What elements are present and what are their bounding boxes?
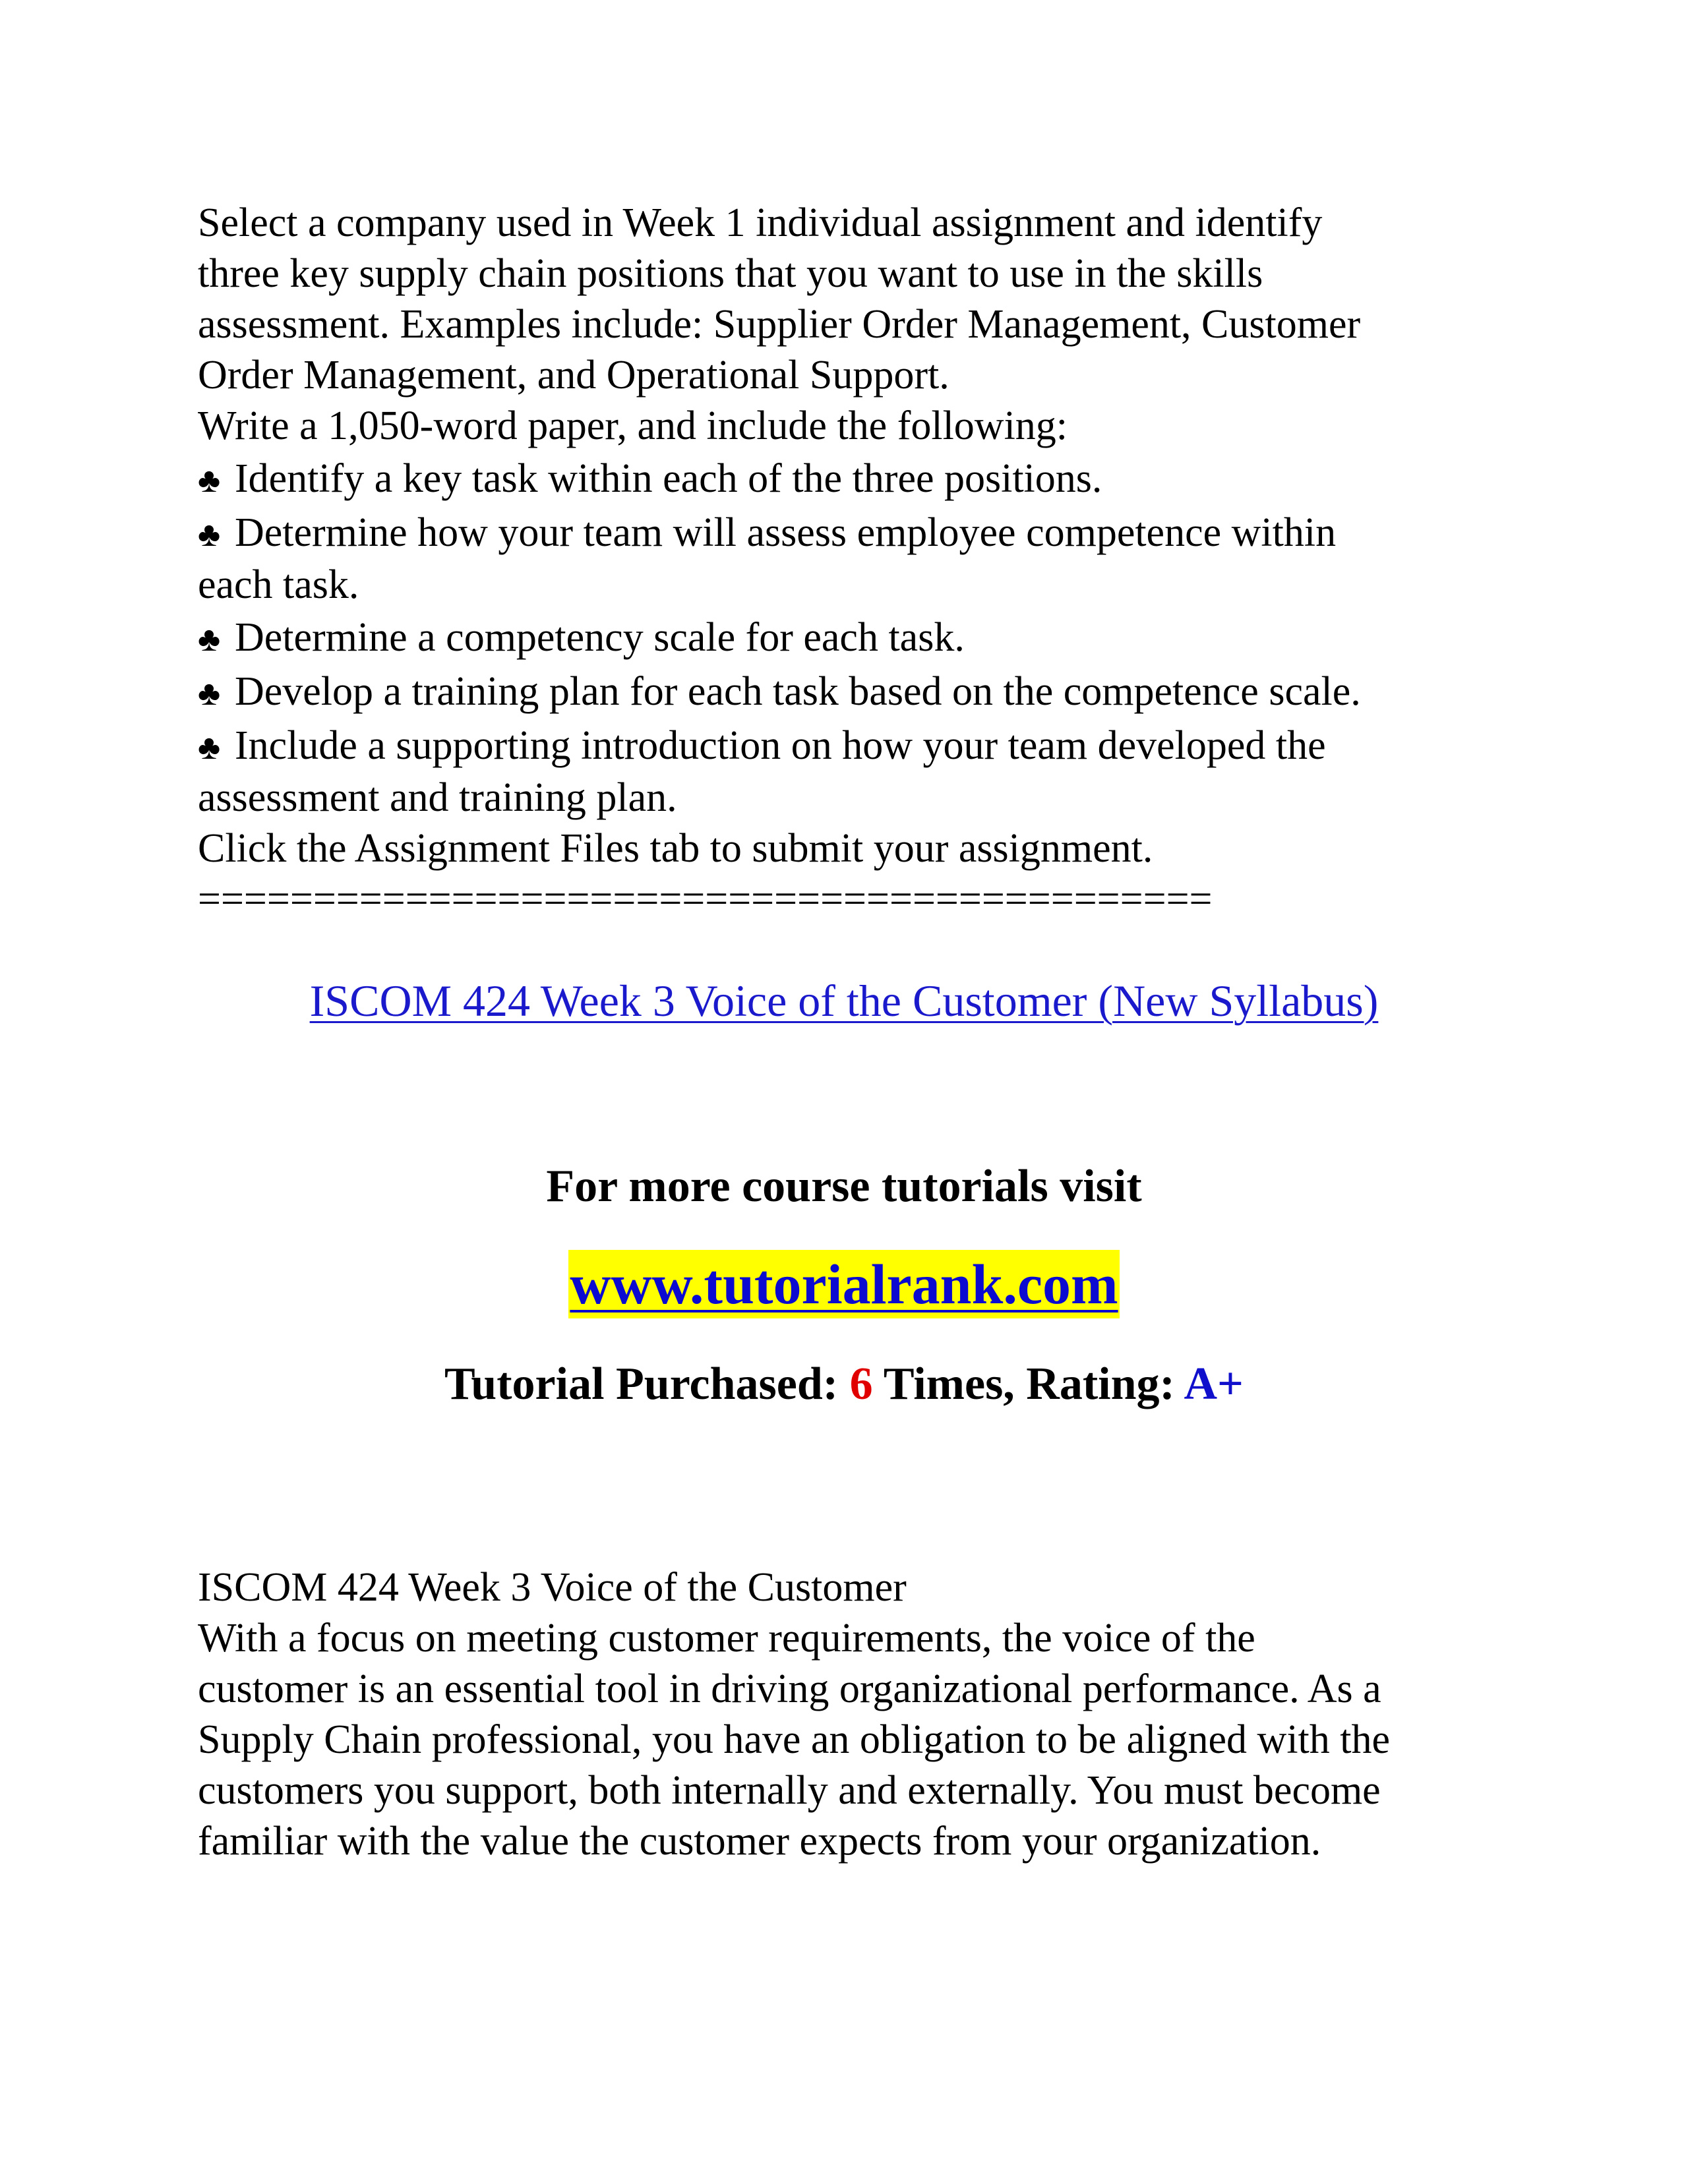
submit-note: Click the Assignment Files tab to submit your assignment. xyxy=(198,826,1153,871)
club-bullet-icon: ♣ xyxy=(198,621,221,659)
section-line: familiar with the value the customer expects from your organization. xyxy=(198,1819,1321,1864)
section-line: Supply Chain professional, you have an obligation to be aligned with the xyxy=(198,1717,1391,1762)
bullet-item xyxy=(198,506,1517,560)
intro-line: Write a 1,050-word paper, and include the following: xyxy=(198,403,1068,448)
bullet-text: Identify a key task within each of the three positions. xyxy=(235,456,1102,501)
purchased-count: 6 xyxy=(849,1359,873,1409)
course-link[interactable]: ISCOM 424 Week 3 Voice of the Customer (New Syllabus) xyxy=(309,976,1379,1026)
bullet-continuation: each task. xyxy=(198,562,359,607)
intro-line: assessment. Examples include: Supplier Order Management, Customer xyxy=(198,302,1361,347)
bullet-continuation: assessment and training plan. xyxy=(198,775,677,820)
club-bullet-icon: ♣ xyxy=(198,675,221,713)
course-link-row xyxy=(0,974,1688,1027)
club-bullet-icon: ♣ xyxy=(198,462,221,500)
purchased-label: Tutorial Purchased: xyxy=(444,1359,850,1409)
section-title: ISCOM 424 Week 3 Voice of the Customer xyxy=(198,1565,907,1610)
section-line: customer is an essential tool in driving organizational performance. As a xyxy=(198,1667,1381,1711)
intro-line: Order Management, and Operational Support. xyxy=(198,353,950,398)
bullet-text: Determine a competency scale for each task. xyxy=(235,615,965,660)
bullet-item xyxy=(198,719,1517,773)
section-description xyxy=(198,1562,1517,1867)
promo-heading: For more course tutorials visit xyxy=(546,1161,1142,1212)
section-line: customers you support, both internally and externally. You must become xyxy=(198,1768,1381,1813)
bullet-text: Develop a training plan for each task based on the competence scale. xyxy=(235,669,1361,714)
promo-site-link[interactable]: www.tutorialrank.com xyxy=(568,1250,1119,1318)
bullet-text: Determine how your team will assess employee competence within xyxy=(235,510,1337,555)
bullet-item xyxy=(198,664,1517,719)
club-bullet-icon: ♣ xyxy=(198,729,221,767)
intro-line: three key supply chain positions that you want to use in the skills xyxy=(198,251,1263,296)
assignment-description xyxy=(198,198,1517,925)
section-line: With a focus on meeting customer requirements, the voice of the xyxy=(198,1616,1255,1661)
intro-line: Select a company used in Week 1 individual assignment and identify xyxy=(198,200,1323,245)
times-rating-label: Times, Rating: xyxy=(872,1359,1184,1409)
rating-value: A+ xyxy=(1184,1359,1244,1409)
bullet-item xyxy=(198,610,1517,664)
bullet-item xyxy=(198,452,1517,506)
club-bullet-icon: ♣ xyxy=(198,516,221,554)
bullet-text: Include a supporting introduction on how your team developed the xyxy=(235,723,1326,768)
separator-line: ============================================ xyxy=(198,877,1213,922)
promo-site-row xyxy=(0,1250,1688,1318)
promo-stats xyxy=(0,1358,1688,1411)
